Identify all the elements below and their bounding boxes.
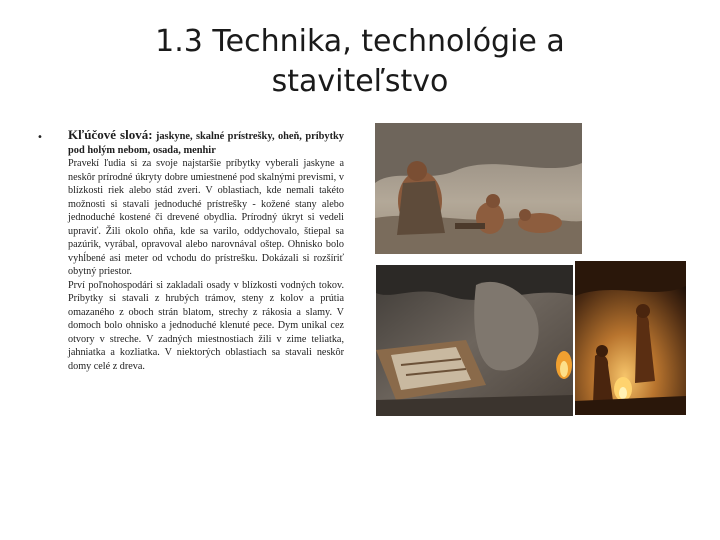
keywords-text: jaskyne, skalné prístrešky, oheň, príbytky pod holým nebom, osada, menhir (68, 131, 345, 156)
content-text-block (68, 128, 344, 373)
slide-title-line-1: 1.3 Technika, technológie a (155, 24, 565, 59)
paragraph-1: Pravekí ľudia si za svoje najstaršie príbytky vyberali jaskyne a neskôr prírodné úkryty dobre umiestnené pod skalnými prevismi, v blízkosti riek alebo stád zveri. V oblastiach, kde nemali takéto možnosti si stavali jednoduché prístrešky - kožené stany alebo jednoduché kostené či drevené obydlia. Prírodný úkryt si vedeli upraviť. Žili okolo ohňa, kde sa varilo, oddychovalo, štiepal sa pazúrik, vyrábal, opravoval alebo narovnával oštep. Ohnisko bolo vyhĺbené asi meter od vchodu do prístrešku. Dokázali si rozšíriť obytný priestor. (68, 158, 344, 277)
cave-fire-scene-icon (575, 261, 686, 415)
cave-people-diorama-image (375, 123, 582, 254)
slide-title-line-2: staviteľstvo (271, 64, 449, 99)
cave-fire-scene-image (575, 261, 686, 415)
keywords-label: Kľúčové slová: (68, 127, 153, 142)
cave-dwelling-interior-image (376, 265, 573, 416)
slide-title (60, 22, 660, 102)
cave-dwelling-interior-icon (376, 265, 573, 416)
keywords-line (68, 128, 344, 157)
cave-people-diorama-icon (375, 123, 582, 254)
paragraph-2: Prví poľnohospodári si zakladali osady v blízkosti vodných tokov. Príbytky si stavali z hrubých trámov, steny z kolov a prútia omazaného z oboch strán blatom, strechy z rákosia a slamy. V domoch bolo ohnisko a jednoduché klenuté pece. Dym unikal cez otvory v streche. V zadných miestnostiach žili v zime teliatka, jahniatka a kozliatka. V niektorých oblastiach sa stavali neskôr domy celé z dreva. (68, 279, 344, 372)
bullet-marker: • (37, 132, 43, 143)
